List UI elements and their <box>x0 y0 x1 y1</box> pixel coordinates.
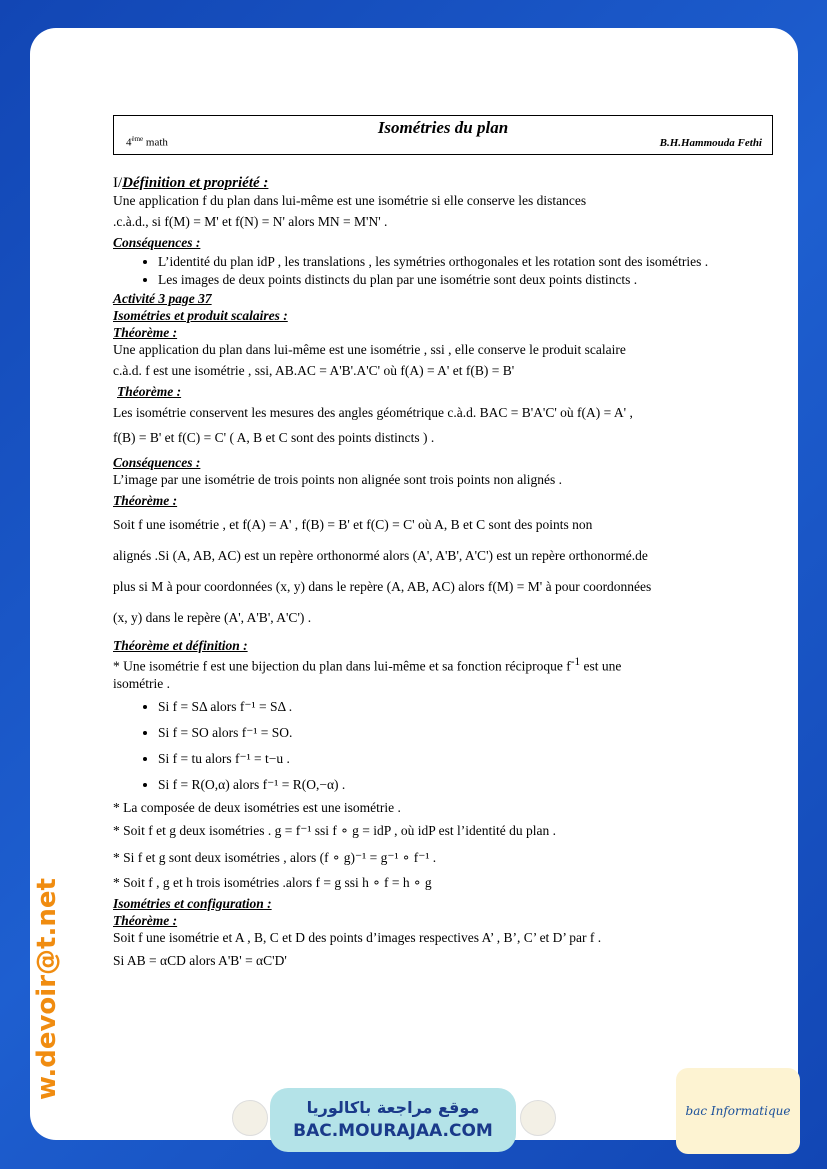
theorem-heading: Théorème : <box>113 493 178 508</box>
statement-line: * Soit f , g et h trois isométries .alors f = g ssi h ∘ f = h ∘ g <box>113 874 432 890</box>
theorem-line: (x, y) dans le repère (A', A'B', A'C') . <box>113 610 312 625</box>
theorem-line: Soit f une isométrie , et f(A) = A' , f(B) = B' et f(C) = C' où A, B et C sont des points non <box>113 517 593 532</box>
list-item: • Si f = tu alors f⁻¹ = t−u . <box>158 746 773 771</box>
scalar-heading: Isométries et produit scalaires : <box>113 308 288 323</box>
document-content <box>113 115 773 969</box>
theorem-line: alignés .Si (A, AB, AC) est un repère orthonormé alors (A', A'B', A'C') est un repère orthonormé.de <box>113 548 648 563</box>
site-name-arabic: موقع مراجعة باكالوريا <box>306 1098 480 1117</box>
theorem-heading: Théorème : <box>117 384 182 399</box>
consequence-line: L’image par une isométrie de trois points non alignée sont trois points non alignés . <box>113 472 563 487</box>
site-logo-icon <box>232 1100 268 1136</box>
header-box <box>113 115 773 155</box>
theorem-line: Une application du plan dans lui-même est une isométrie , ssi , elle conserve le produit scalaire <box>113 342 626 357</box>
theorem-heading: Théorème : <box>113 325 178 340</box>
theorem-line: f(B) = B' et f(C) = C' ( A, B et C sont des points distincts ) . <box>113 430 435 445</box>
theorem-line: plus si M à pour coordonnées (x, y) dans le repère (A, AB, AC) alors f(M) = M' à pour coordonnées <box>113 579 652 594</box>
theorem-heading: Théorème : <box>113 912 178 928</box>
theorem-line: c.à.d. f est une isométrie , ssi, AB.AC = A'B'.A'C' où f(A) = A' et f(B) = B' <box>113 363 515 378</box>
consequences-heading: Conséquences : <box>113 235 201 250</box>
consequences-heading: Conséquences : <box>113 455 201 470</box>
definition-line: isométrie . <box>113 675 170 691</box>
page-title: Isométries du plan <box>377 118 509 137</box>
list-item: • Les images de deux points distincts du plan par une isométrie sont deux points distincts . <box>158 271 773 288</box>
site-logo-icon <box>520 1100 556 1136</box>
list-item: • L’identité du plan idP , les translations , les symétries orthogonales et les rotation sont des isométries . <box>158 253 773 270</box>
theorem-line: Soit f une isométrie et A , B, C et D des points d’images respectives A’ , B’, C’ et D’ par f . <box>113 929 602 945</box>
site-badge[interactable] <box>270 1088 516 1152</box>
list-item: • Si f = SO alors f⁻¹ = SO. <box>158 720 773 745</box>
definition-line-2: .c.à.d., si f(M) = M' et f(N) = N' alors MN = M'N' . <box>113 214 388 229</box>
theorem-line: Si AB = αCD alors A'B' = αC'D' <box>113 952 287 968</box>
activity-heading: Activité 3 page 37 <box>113 291 212 306</box>
statement-line: * Si f et g sont deux isométries , alors (f ∘ g)⁻¹ = g⁻¹ ∘ f⁻¹ . <box>113 849 437 865</box>
definition-line-1: Une application f du plan dans lui-même est une isométrie si elle conserve les distances <box>113 193 587 208</box>
watermark: w.devoir@t.net <box>32 878 62 1100</box>
theorem-definition-heading: Théorème et définition : <box>113 638 248 653</box>
list-item: • Si f = SΔ alors f⁻¹ = SΔ . <box>158 694 773 719</box>
consequences-list <box>113 253 773 288</box>
inverse-list <box>113 694 773 797</box>
bac-informatique-badge: bac Informatique <box>676 1068 800 1154</box>
theorem-line: Les isométrie conservent les mesures des angles géométrique c.à.d. BAC = B'A'C' où f(A) = A' , <box>113 405 633 420</box>
statement-line: * Soit f et g deux isométries . g = f⁻¹ ssi f ∘ g = idP , où idP est l’identité du plan . <box>113 822 556 838</box>
definition-line: * Une isométrie f est une bijection du plan dans lui-même et sa fonction réciproque $f^{-1}$ est une <box>113 656 622 674</box>
section-title: I/Définition et propriété : <box>113 175 269 191</box>
class-label: 4ème math <box>126 135 168 149</box>
site-url: BAC.MOURAJAA.COM <box>293 1121 493 1141</box>
list-item: • Si f = R(O,α) alors f⁻¹ = R(O,−α) . <box>158 772 773 797</box>
configuration-heading: Isométries et configuration : <box>113 895 272 911</box>
author: B.H.Hammouda Fethi <box>659 137 762 149</box>
statement-line: * La composée de deux isométries est une isométrie . <box>113 799 401 815</box>
